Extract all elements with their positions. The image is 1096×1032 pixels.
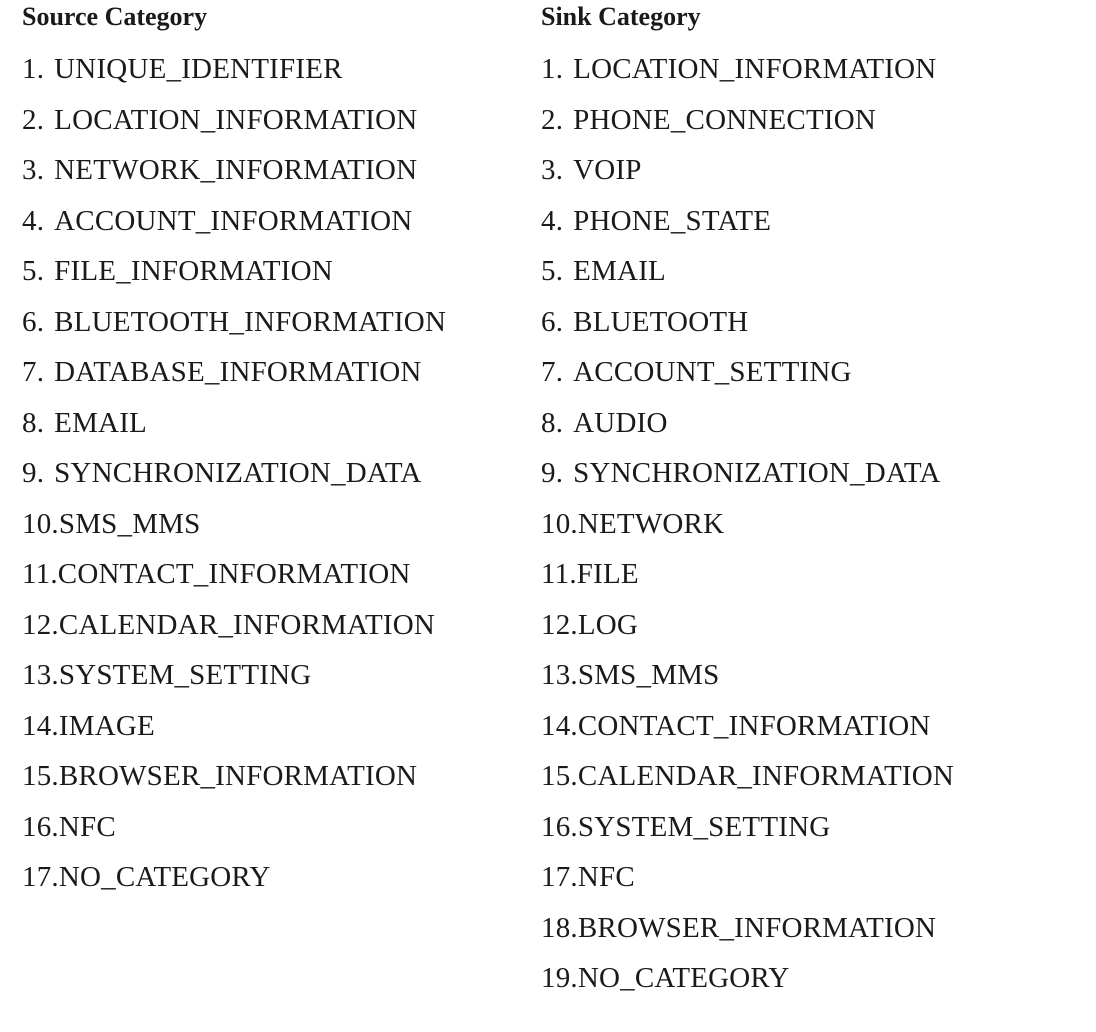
list-item-number: 17. — [22, 861, 59, 893]
list-item-number: 4. — [22, 204, 45, 237]
list-item-label: BROWSER_INFORMATION — [58, 760, 418, 792]
list-item-number: 2. — [22, 103, 45, 136]
list-item-number: 15. — [22, 760, 59, 792]
list-item — [22, 155, 527, 206]
list-item — [22, 307, 527, 358]
list-item-label: ACCOUNT_INFORMATION — [54, 204, 413, 237]
list-item-number: 16. — [541, 810, 578, 843]
list-item-label: BLUETOOTH — [573, 305, 749, 338]
list-item — [541, 155, 1081, 206]
list-item-number: 15. — [541, 760, 578, 792]
list-item-number: 5. — [541, 255, 564, 287]
list-item — [541, 812, 1081, 863]
list-item-label: EMAIL — [573, 255, 666, 287]
list-item-number: 12. — [22, 608, 59, 641]
list-item-label: IMAGE — [58, 709, 155, 742]
list-item-label: NO_CATEGORY — [58, 861, 271, 893]
list-item — [22, 357, 527, 408]
list-item-label: FILE — [576, 558, 639, 590]
list-item — [22, 761, 527, 812]
list-item — [22, 862, 527, 913]
list-item — [541, 963, 1081, 1014]
list-item-label: SYNCHRONIZATION_DATA — [573, 457, 941, 489]
list-item — [541, 660, 1081, 711]
list-item-label: CONTACT_INFORMATION — [57, 558, 411, 590]
list-item-number: 9. — [541, 457, 564, 489]
list-item-number: 7. — [541, 356, 564, 388]
list-item-label: NO_CATEGORY — [577, 962, 790, 994]
list-item-number: 1. — [541, 53, 564, 85]
list-item — [22, 54, 527, 105]
list-item — [22, 711, 527, 762]
list-item-number: 18. — [541, 911, 578, 944]
list-item-label: ACCOUNT_SETTING — [573, 356, 852, 388]
list-item-label: PHONE_CONNECTION — [573, 103, 877, 136]
list-item — [541, 458, 1081, 509]
list-item-number: 6. — [22, 305, 45, 338]
list-item-label: SYSTEM_SETTING — [58, 659, 312, 691]
list-item-label: NFC — [577, 861, 635, 893]
list-item — [22, 509, 527, 560]
list-item-number: 11. — [22, 558, 58, 590]
list-item — [541, 357, 1081, 408]
list-item-number: 10. — [541, 507, 578, 540]
list-item-number: 10. — [22, 507, 59, 540]
list-item-label: SYSTEM_SETTING — [577, 810, 831, 843]
list-item — [22, 408, 527, 459]
list-item — [541, 761, 1081, 812]
list-item — [22, 256, 527, 307]
list-item-label: FILE_INFORMATION — [54, 255, 333, 287]
list-item-label: EMAIL — [54, 406, 147, 439]
list-item — [541, 206, 1081, 257]
list-item-number: 11. — [541, 558, 577, 590]
sink-category-column — [541, 0, 1081, 1014]
list-item — [22, 206, 527, 257]
list-item-number: 8. — [541, 406, 564, 439]
list-item-number: 2. — [541, 103, 564, 136]
list-item-label: BLUETOOTH_INFORMATION — [54, 305, 447, 338]
list-item-label: SYNCHRONIZATION_DATA — [54, 457, 422, 489]
sink-category-list — [541, 54, 1081, 1014]
list-item — [22, 812, 527, 863]
list-item — [541, 711, 1081, 762]
list-item-label: BROWSER_INFORMATION — [577, 911, 937, 944]
list-item-label: NFC — [58, 810, 116, 843]
list-item-label: DATABASE_INFORMATION — [54, 356, 422, 388]
list-item-number: 16. — [22, 810, 59, 843]
list-item — [541, 408, 1081, 459]
list-item-number: 13. — [22, 659, 59, 691]
list-item-label: VOIP — [573, 154, 642, 186]
source-category-list — [22, 54, 527, 913]
list-item — [541, 307, 1081, 358]
list-item-number: 13. — [541, 659, 578, 691]
list-item-number: 12. — [541, 608, 578, 641]
list-item-label: UNIQUE_IDENTIFIER — [54, 53, 343, 85]
source-category-title: Source Category — [22, 2, 208, 31]
list-item-label: SMS_MMS — [58, 507, 201, 540]
list-item-number: 14. — [22, 709, 59, 742]
list-item — [541, 509, 1081, 560]
list-item-label: NETWORK — [577, 507, 725, 540]
list-item-number: 17. — [541, 861, 578, 893]
list-item — [22, 559, 527, 610]
list-item — [541, 862, 1081, 913]
list-item — [22, 660, 527, 711]
sink-category-title: Sink Category — [541, 2, 701, 31]
list-item-label: LOG — [577, 608, 639, 641]
list-item-label: PHONE_STATE — [573, 204, 772, 237]
list-item — [22, 610, 527, 661]
list-item-label: CALENDAR_INFORMATION — [577, 760, 955, 792]
list-item — [541, 105, 1081, 156]
list-item-number: 3. — [22, 154, 45, 186]
source-category-column — [22, 0, 527, 913]
list-item-number: 3. — [541, 154, 564, 186]
list-item — [541, 913, 1081, 964]
list-item — [541, 559, 1081, 610]
list-item-number: 19. — [541, 962, 578, 994]
list-item — [22, 458, 527, 509]
list-item-label: LOCATION_INFORMATION — [54, 103, 418, 136]
list-item-label: AUDIO — [573, 406, 668, 439]
list-item-number: 1. — [22, 53, 45, 85]
list-item-number: 5. — [22, 255, 45, 287]
list-item-label: NETWORK_INFORMATION — [54, 154, 418, 186]
list-item — [541, 610, 1081, 661]
list-item — [541, 256, 1081, 307]
list-item-number: 14. — [541, 709, 578, 742]
list-item-number: 4. — [541, 204, 564, 237]
list-item-label: SMS_MMS — [577, 659, 720, 691]
list-item — [22, 105, 527, 156]
list-item-label: CONTACT_INFORMATION — [577, 709, 931, 742]
list-item-number: 7. — [22, 356, 45, 388]
list-item-label: LOCATION_INFORMATION — [573, 53, 937, 85]
list-item — [541, 54, 1081, 105]
list-item-number: 8. — [22, 406, 45, 439]
list-item-number: 6. — [541, 305, 564, 338]
list-item-number: 9. — [22, 457, 45, 489]
list-item-label: CALENDAR_INFORMATION — [58, 608, 436, 641]
